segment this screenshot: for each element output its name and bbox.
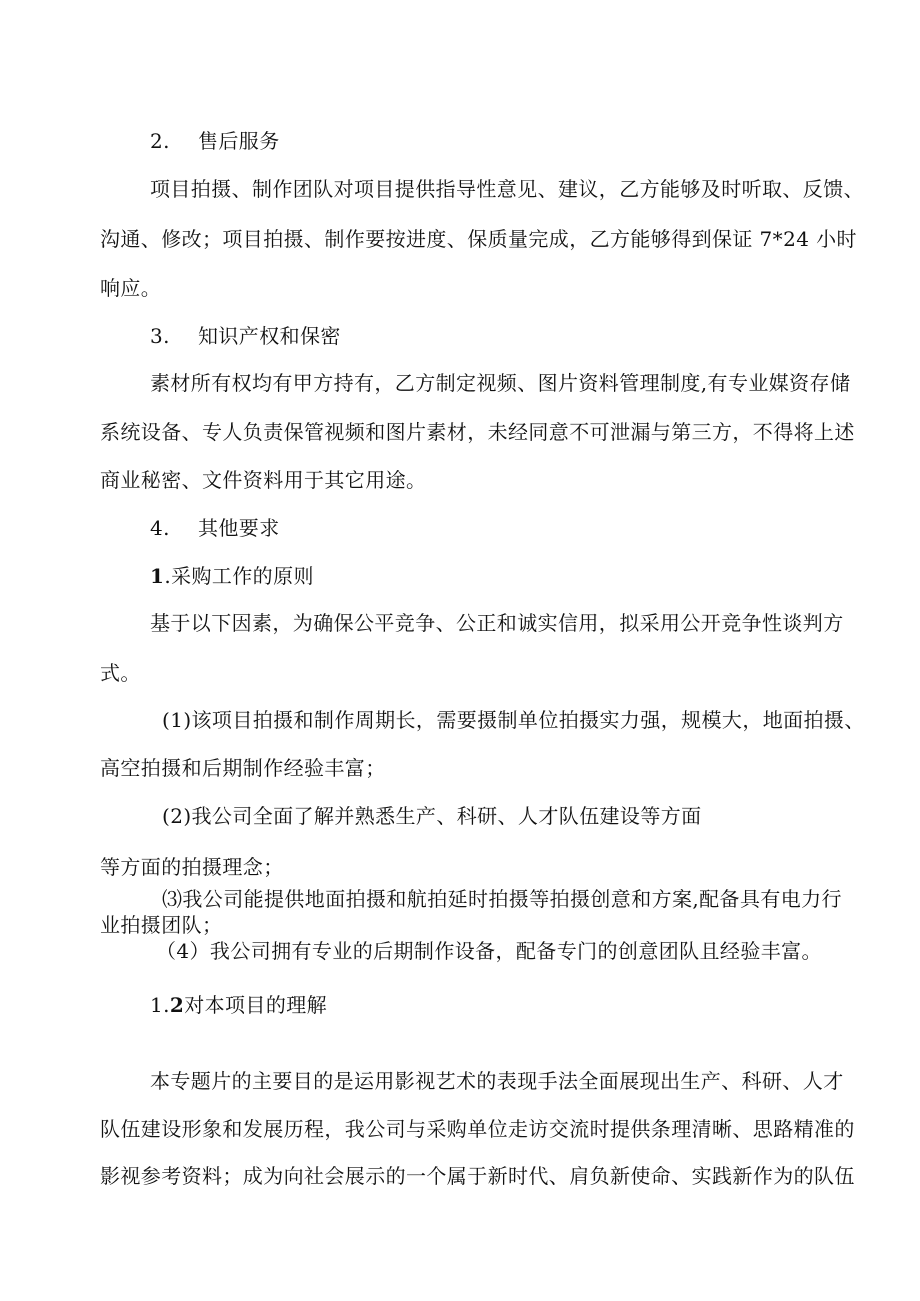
subsection-number: 1: [150, 564, 165, 588]
paragraph-line: 影视参考资料；成为向社会展示的一个属于新时代、肩负新使命、实践新作为的队伍: [100, 1164, 855, 1188]
paragraph-line: 本专题片的主要目的是运用影视艺术的表现手法全面展现出生产、科研、人才: [150, 1069, 844, 1093]
paragraph-line: 队伍建设形象和发展历程，我公司与采购单位走访交流时提供条理清晰、思路精准的: [100, 1117, 855, 1141]
subsection-heading-procurement-principles: [150, 563, 314, 589]
section-heading-after-sales: [150, 128, 280, 154]
paragraph-line: 沟通、修改；项目拍摄、制作要按进度、保质量完成，乙方能够得到保证 7*24 小时: [100, 227, 857, 251]
paragraph-line: 基于以下因素，为确保公平竞争、公正和诚实信用，拟采用公开竞争性谈判方: [150, 611, 844, 635]
subsection-heading-project-understanding: [150, 992, 327, 1018]
subsection-number-bold: 2: [169, 993, 185, 1017]
section-title: 其他要求: [198, 516, 280, 540]
section-title: 售后服务: [198, 129, 280, 153]
paragraph-line: 商业秘密、文件资料用于其它用途。: [100, 468, 427, 492]
paragraph-line: 式。: [100, 661, 141, 685]
paragraph-line: 系统设备、专人负责保管视频和图片素材，未经同意不可泄漏与第三方，不得将上述: [100, 420, 855, 444]
factor-item-3: ⑶我公司能提供地面拍摄和航拍延时拍摄等拍摄创意和方案,配备具有电力行: [162, 887, 842, 911]
factor-item-4: （4）我公司拥有专业的后期制作设备，配备专门的创意团队且经验丰富。: [156, 939, 822, 963]
subsection-title: 对本项目的理解: [184, 993, 328, 1017]
factor-item-2: (2)我公司全面了解并熟悉生产、科研、人才队伍建设等方面: [162, 804, 702, 828]
paragraph-line: 素材所有权均有甲方持有，乙方制定视频、图片资料管理制度,有专业媒资存储: [150, 371, 851, 395]
paragraph-line: 响应。: [100, 276, 162, 300]
factor-item-3-cont: 业拍摄团队；: [100, 913, 223, 937]
paragraph-line: 项目拍摄、制作团队对项目提供指导性意见、建议，乙方能够及时听取、反馈、: [150, 177, 864, 201]
section-number: 2.: [150, 129, 170, 153]
factor-item-1: (1)该项目拍摄和制作周期长，需要摄制单位拍摄实力强，规模大，地面拍摄、: [162, 708, 865, 732]
section-number: 3.: [150, 324, 170, 348]
section-heading-ip-confidentiality: [150, 323, 341, 349]
factor-item-1-cont: 高空拍摄和后期制作经验丰富；: [100, 756, 386, 780]
section-title: 知识产权和保密: [198, 324, 341, 348]
section-number: 4.: [150, 516, 170, 540]
section-heading-other-requirements: [150, 515, 280, 541]
factor-item-2-cont: 等方面的拍摄理念；: [100, 855, 284, 879]
subsection-number: 1.: [150, 993, 170, 1017]
subsection-title: .采购工作的原则: [164, 564, 314, 588]
